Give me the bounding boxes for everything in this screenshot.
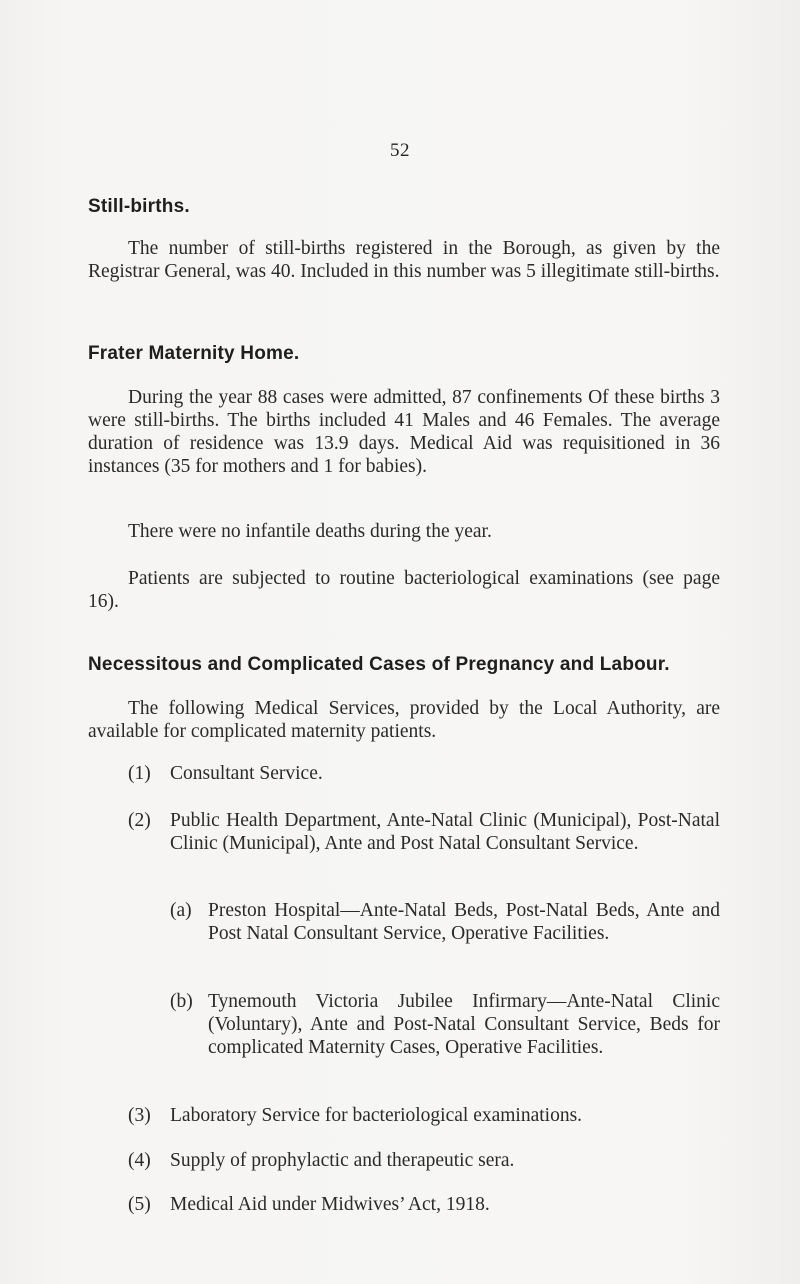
list-item-label: (b) bbox=[170, 991, 193, 1012]
list-item-text: Tynemouth Victoria Jubilee Infirmary—Ante-Natal Clinic (Voluntary), Ante and Post-Natal Consultant Service, Beds for complicated Maternity Cases, Operative Facilities. bbox=[208, 991, 720, 1058]
list-item-text: Public Health Department, Ante-Natal Clinic (Municipal), Post-Natal Clinic (Municipal), Ante and Post Natal Consultant Service. bbox=[170, 810, 720, 854]
list-item-label: (1) bbox=[128, 763, 151, 784]
list-item-label: (4) bbox=[128, 1150, 151, 1171]
list-item bbox=[170, 899, 720, 945]
heading-frater-maternity-home: Frater Maternity Home. bbox=[88, 343, 300, 364]
list-item bbox=[128, 762, 720, 785]
paragraph-frater-admissions: During the year 88 cases were admitted, 87 confinements Of these births 3 were still-births. The births included 41 Males and 46 Females. The average duration of residence was 13.9 days. Medical Aid was requisitioned in 36 instances (35 for mothers and 1 for babies). bbox=[88, 387, 720, 477]
list-item-label: (5) bbox=[128, 1194, 151, 1215]
list-item-text: Preston Hospital—Ante-Natal Beds, Post-Natal Beds, Ante and Post Natal Consultant Service, Operative Facilities. bbox=[208, 900, 720, 944]
list-item-text: Consultant Service. bbox=[170, 763, 323, 784]
list-item bbox=[170, 990, 720, 1059]
list-item-text: Medical Aid under Midwives’ Act, 1918. bbox=[170, 1194, 490, 1215]
list-item bbox=[128, 1104, 720, 1127]
list-item bbox=[128, 1193, 720, 1216]
list-item-text: Laboratory Service for bacteriological examinations. bbox=[170, 1105, 583, 1126]
list-item bbox=[128, 1149, 720, 1172]
page-number: 52 bbox=[390, 140, 410, 161]
list-item-label: (3) bbox=[128, 1105, 151, 1126]
list-item-text: Supply of prophylactic and therapeutic sera. bbox=[170, 1150, 515, 1171]
paragraph-necessitous-intro: The following Medical Services, provided by the Local Authority, are available for complicated maternity patients. bbox=[88, 698, 720, 742]
heading-necessitous-cases: Necessitous and Complicated Cases of Pregnancy and Labour. bbox=[88, 654, 670, 675]
paragraph-frater-examinations: Patients are subjected to routine bacteriological examinations (see page 16). bbox=[88, 568, 720, 612]
list-item bbox=[128, 809, 720, 855]
heading-still-births: Still-births. bbox=[88, 196, 190, 217]
list-item-label: (a) bbox=[170, 900, 192, 921]
paragraph-still-births: The number of still-births registered in the Borough, as given by the Registrar General, was 40. Included in this number was 5 illegitimate still-births. bbox=[88, 238, 720, 282]
paragraph-frater-infantile-deaths: There were no infantile deaths during the year. bbox=[128, 521, 492, 542]
list-item-label: (2) bbox=[128, 810, 151, 831]
